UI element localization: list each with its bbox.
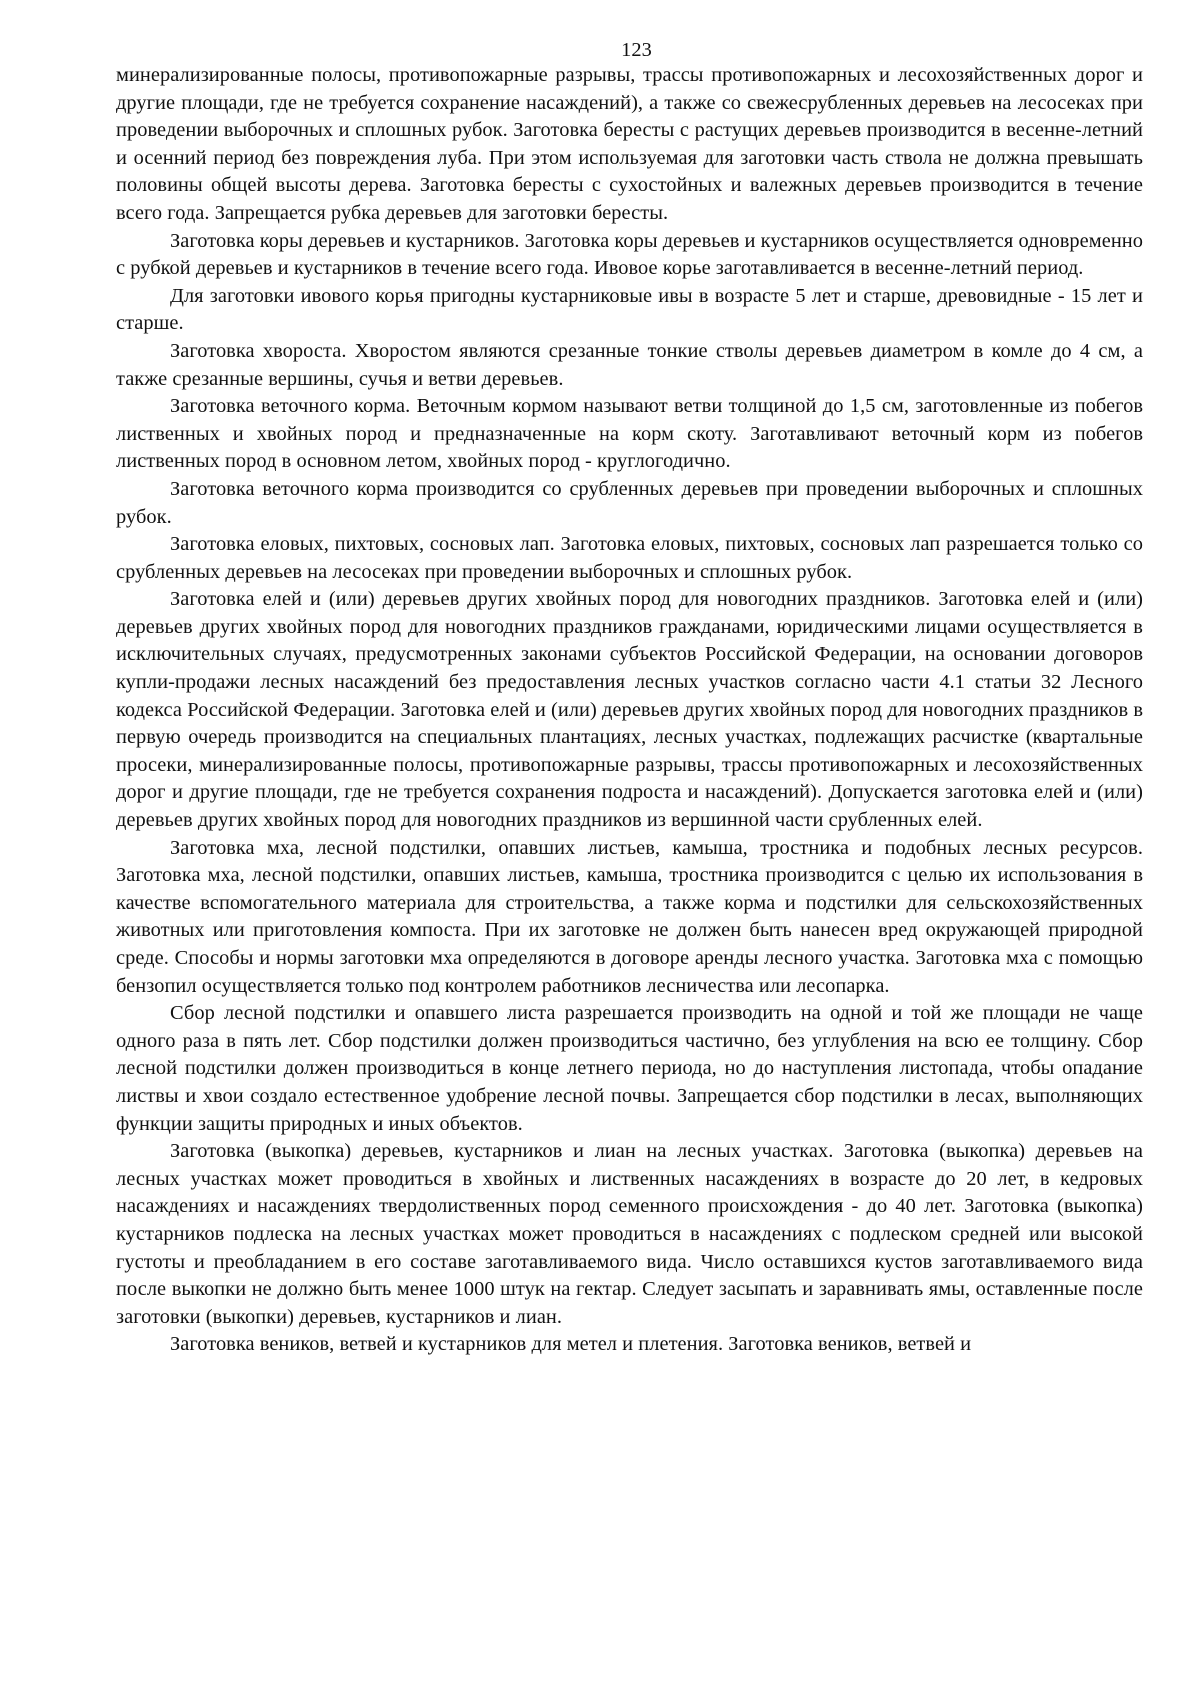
page-number: 123 — [621, 39, 652, 61]
paragraph-1: минерализированные полосы, противопожарные разрывы, трассы противопожарных и лесохозяйственных дорог и другие площади, где не требуется сохранение насаждений), а также со свежесрубленных деревьев на лесосеках при проведении выборочных и сплошных рубок. Заготовка бересты с растущих деревьев производится в весенне-летний и осенний период без повреждения луба. При этом используемая для заготовки часть ствола не должна превышать половины общей высоты дерева. Заготовка бересты с сухостойных и валежных деревьев производится в течение всего года. Запрещается рубка деревьев для заготовки бересты. — [116, 64, 1143, 224]
paragraph-12: Заготовка веников, ветвей и кустарников для метел и плетения. Заготовка веников, ветвей и — [170, 1333, 972, 1356]
paragraph-8: Заготовка елей и (или) деревьев других хвойных пород для новогодних праздников. Заготовка елей и (или) деревьев других хвойных пород для новогодних праздников гражданами, юридическими лицами осуществляется в исключительных случаях, предусмотренных законами субъектов Российской Федерации, на основании договоров купли-продажи лесных насаждений без предоставления лесных участков согласно части 4.1 статьи 32 Лесного кодекса Российской Федерации. Заготовка елей и (или) деревьев других хвойных пород для новогодних праздников в первую очередь производится на специальных плантациях, лесных участках, подлежащих расчистке (квартальные просеки, минерализированные полосы, противопожарные разрывы, трассы противопожарных и лесохозяйственных дорог и другие площади, где не требуется сохранения подроста и насаждений). Допускается заготовка елей и (или) деревьев других хвойных пород для новогодних праздников из вершинной части срубленных елей. — [116, 588, 1143, 832]
paragraph-9: Заготовка мха, лесной подстилки, опавших листьев, камыша, тростника и подобных лесных ресурсов. Заготовка мха, лесной подстилки, опавших листьев, камыша, тростника производится с целью их использования в качестве вспомогательного материала для строительства, а также корма и подстилки для сельскохозяйственных животных или приготовления компоста. При их заготовке не должен быть нанесен вред окружающей природной среде. Способы и нормы заготовки мха определяются в договоре аренды лесного участка. Заготовка мха с помощью бензопил осуществляется только под контролем работников лесничества или лесопарка. — [116, 836, 1143, 997]
paragraph-2: Заготовка коры деревьев и кустарников. Заготовка коры деревьев и кустарников осуществляется одновременно с рубкой деревьев и кустарников в течение всего года. Ивовое корье заготавливается в весенне-летний период. — [116, 229, 1143, 280]
paragraph-4: Заготовка хвороста. Хворостом являются срезанные тонкие стволы деревьев диаметром в комле до 4 см, а также срезанные вершины, сучья и ветви деревьев. — [116, 339, 1143, 390]
paragraph-10: Сбор лесной подстилки и опавшего листа разрешается производить на одной и той же площади не чаще одного раза в пять лет. Сбор подстилки должен производиться частично, без углубления на всю ее толщину. Сбор лесной подстилки должен производиться в конце летнего периода, но до наступления листопада, чтобы опадание листвы и хвои создало естественное удобрение лесной почвы. Запрещается сбор подстилки в лесах, выполняющих функции защиты природных и иных объектов. — [116, 1002, 1143, 1135]
paragraph-7: Заготовка еловых, пихтовых, сосновых лап. Заготовка еловых, пихтовых, сосновых лап разрешается только со срубленных деревьев на лесосеках при проведении выборочных и сплошных рубок. — [116, 533, 1143, 583]
paragraph-5: Заготовка веточного корма. Веточным кормом называют ветви толщиной до 1,5 см, заготовленные из побегов лиственных и хвойных пород и предназначенные на корм скоту. Заготавливают веточный корм из побегов лиственных пород в основном летом, хвойных пород - круглогодично. — [116, 395, 1143, 473]
document-page — [116, 38, 1143, 1359]
paragraph-3: Для заготовки ивового корья пригодны кустарниковые ивы в возрасте 5 лет и старше, древовидные - 15 лет и старше. — [116, 284, 1143, 335]
paragraph-11: Заготовка (выкопка) деревьев, кустарников и лиан на лесных участках. Заготовка (выкопка) деревьев на лесных участках может проводиться в хвойных и лиственных насаждениях в возрасте до 20 лет, в кедровых насаждениях и насаждениях твердолиственных пород семенного происхождения - до 40 лет. Заготовка (выкопка) кустарников подлеска на лесных участках может проводиться в насаждениях с подлеском средней или высокой густоты и преобладанием в его составе заготавливаемого вида. Число оставшихся кустов заготавливаемого вида после выкопки не должно быть менее 1000 штук на гектар. Следует засыпать и заравнивать ямы, оставленные после заготовки (выкопки) деревьев, кустарников и лиан. — [116, 1140, 1143, 1328]
paragraph-6: Заготовка веточного корма производится со срубленных деревьев при проведении выборочных и сплошных рубок. — [116, 477, 1143, 528]
